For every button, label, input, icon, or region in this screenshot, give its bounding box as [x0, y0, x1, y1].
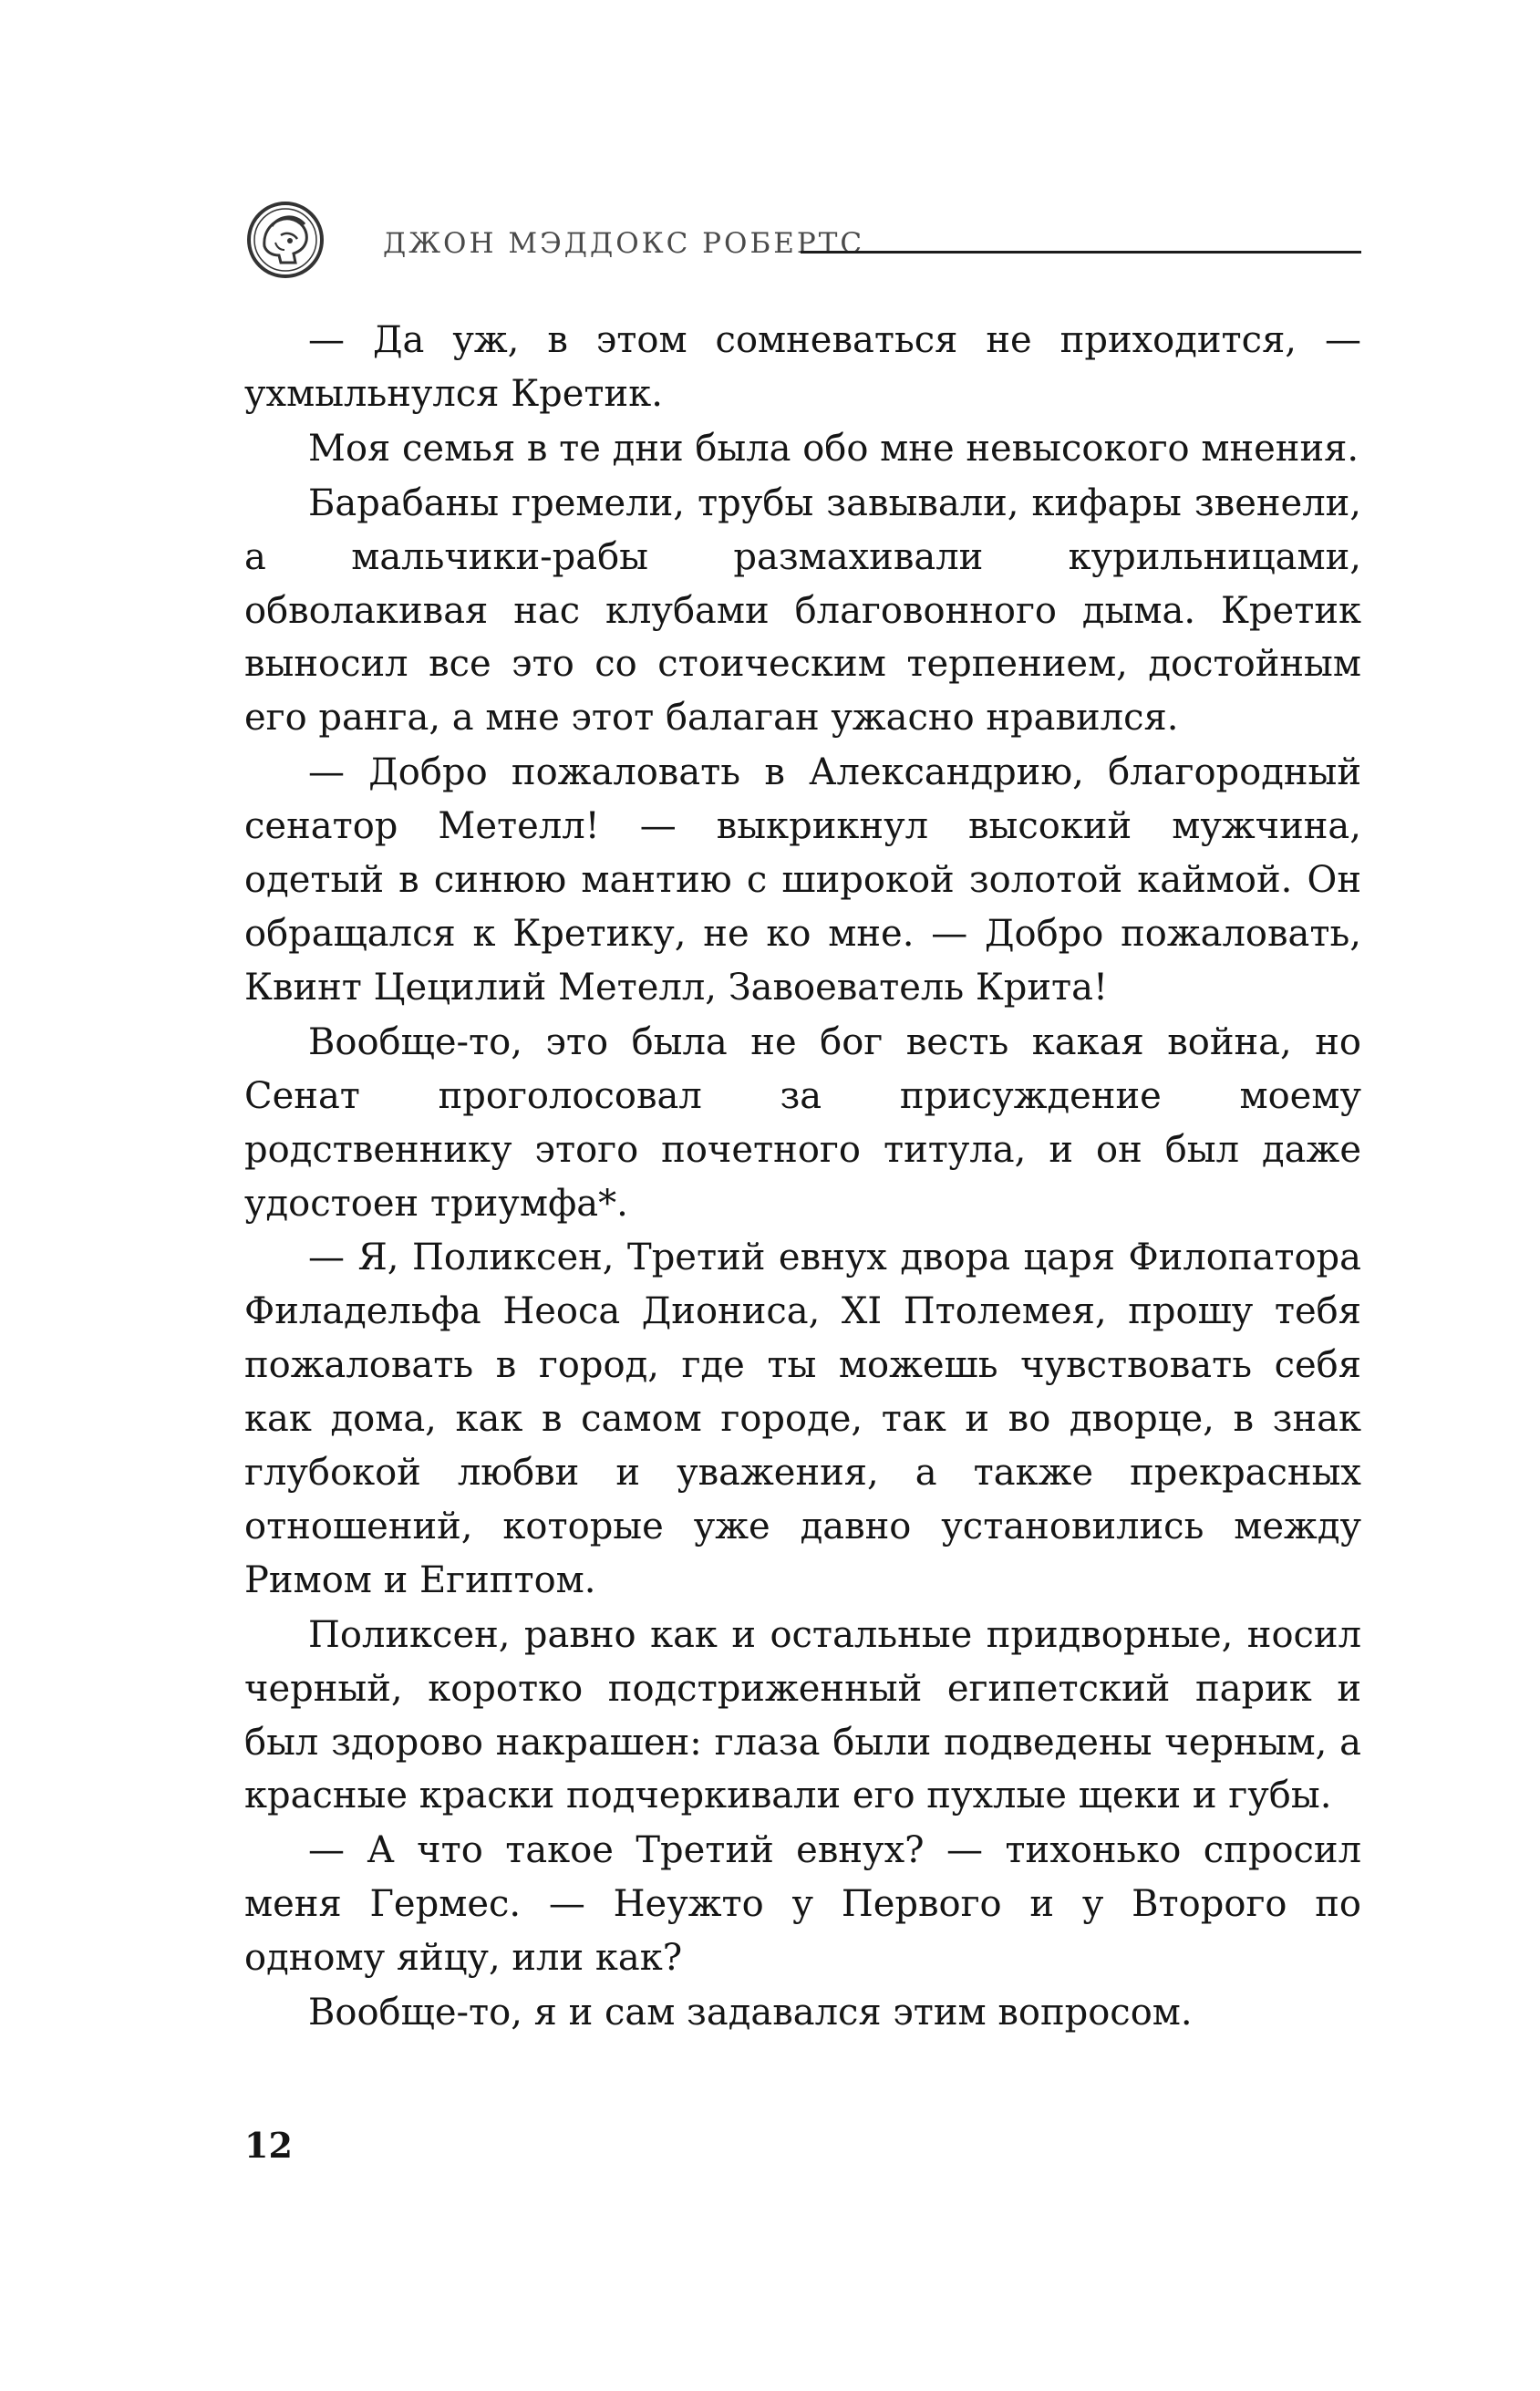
paragraph: — Добро пожаловать в Александрию, благородный сенатор Метелл! — выкрикнул высокий мужчина, одетый в синюю мантию с широкой золотой каймой. Он обращался к Кретику, не ко мне. — Добро пожаловать, Квинт Цецилий Метелл, Завоеватель Крита!: [244, 751, 1361, 1009]
paragraph: Поликсен, равно как и остальные придворные, носил черный, коротко подстриженный египетский парик и был здорово накрашен: глаза были подведены черным, а красные краски подчеркивали его пухлые щеки и губы.: [244, 1613, 1361, 1817]
paragraph: — Да уж, в этом сомневаться не приходится, — ухмыльнулся Кретик.: [244, 319, 1361, 415]
paragraph: Вообще-то, я и сам задавался этим вопросом.: [308, 1992, 1193, 2034]
page-header: [244, 199, 1361, 281]
paragraph: — А что такое Третий евнух? — тихонько спросил меня Гермес. — Неужто у Первого и у Второго по одному яйцу, или как?: [244, 1829, 1361, 1980]
body-text: [244, 314, 1361, 2040]
header-rule: [801, 251, 1361, 254]
paragraph: Моя семья в те дни была обо мне невысокого мнения.: [308, 427, 1359, 470]
paragraph: — Я, Поликсен, Третий евнух двора царя Филопатора Филадельфа Неоса Диониса, XI Птолемея, прошу тебя пожаловать в город, где ты можешь чувствовать себя как дома, как в самом городе, так и во дворце, в знак глубокой любви и уважения, а также прекрасных отношений, которые уже давно установились между Римом и Египтом.: [244, 1237, 1361, 1601]
greek-helmet-coin-icon: [244, 199, 326, 281]
paragraph: Вообще-то, это была не бог весть какая война, но Сенат проголосовал за присуждение моему родственнику этого почетного титула, и он был даже удостоен триумфа*.: [244, 1020, 1361, 1225]
page-number: 12: [244, 2125, 293, 2166]
paragraph: Барабаны гремели, трубы завывали, кифары звенели, а мальчики-рабы размахивали курильницами, обволакивая нас клубами благовонного дыма. Кретик выносил все это со стоическим терпением, достойным его ранга, а мне этот балаган ужасно нравился.: [244, 481, 1361, 740]
running-title: ДЖОН МЭДДОКС РОБЕРТС: [383, 227, 865, 260]
